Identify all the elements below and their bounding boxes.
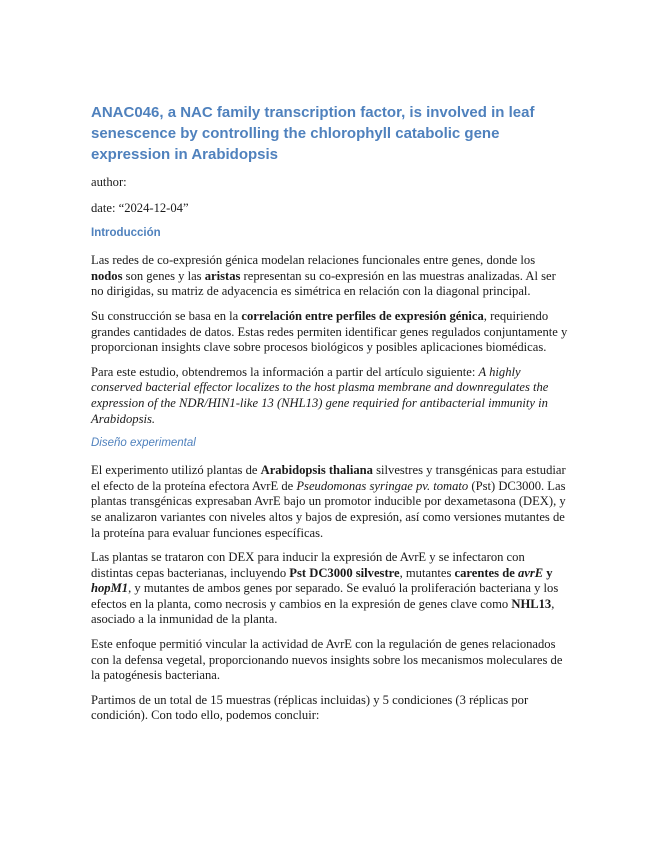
section-heading-introduccion: Introducción xyxy=(91,227,161,240)
text-run: Las plantas se trataron con DEX para inducir la expresión de AvrE y se infectaron con distintas cepas bacterianas, incluyendo xyxy=(91,550,525,580)
italic-text: Pseudomonas syringae pv. tomato xyxy=(296,478,469,493)
date-line: date: “2024-12-04” xyxy=(91,200,189,215)
bold-text: y xyxy=(543,565,553,580)
bold-text: NHL13 xyxy=(511,596,552,611)
bold-text: nodos xyxy=(91,268,123,283)
bold-text: Arabidopsis thaliana xyxy=(260,463,373,478)
bold-text: correlación entre perfiles de expresión génica xyxy=(241,308,484,323)
text-run: representan su co-expresión en las muestras analizadas. Al ser no dirigidas, su matriz de adyacencia es simétrica en relación con la diagonal principal. xyxy=(91,268,556,299)
bold-italic-text xyxy=(518,566,543,580)
design-paragraph-4: Partimos de un total de 15 muestras (réplicas incluidas) y 5 condiciones (3 réplicas por condición). Con todo ello, podemos concluir: xyxy=(91,692,529,723)
text-run: , y mutantes de ambos genes por separado. Se evaluó la proliferación bacteriana y los efectos en la planta, como necrosis y cambios en la expresión de genes clave como xyxy=(91,581,559,611)
section-heading-diseno-experimental: Diseño experimental xyxy=(91,437,196,450)
bold-text: aristas xyxy=(204,268,241,283)
text-run: , asociado a la inmunidad de la planta. xyxy=(91,596,555,627)
bold-text: carentes de xyxy=(454,565,518,580)
design-paragraph-1 xyxy=(91,463,569,541)
text-run: , mutantes xyxy=(399,565,455,580)
design-paragraph-3: Este enfoque permitió vincular la actividad de AvrE con la regulación de genes relacionados con la defensa vegetal, proporcionando nuevos insights sobre los mecanismos moleculares de la patogénesis bacteriana. xyxy=(91,637,563,683)
author-line: author: xyxy=(91,175,127,189)
text-run: , requiriendo grandes cantidades de datos. Estas redes permiten identificar genes regulados conjuntamente y proporcionan insights clave sobre procesos biológicos y posibles aplicaciones biomédicas. xyxy=(91,308,568,355)
article-citation: A highly conserved bacterial effector localizes to the host plasma membrane and downregulates the expression of the NDR/HIN1-like 13 (NHL13) gene requiried for antibacterial immunity in Arabidopsis. xyxy=(91,364,549,426)
text-run: Las redes de co-expresión génica modelan relaciones funcionales entre genes, donde los xyxy=(91,253,536,268)
bold-text: Pst DC3000 silvestre xyxy=(289,565,400,580)
text-run: son genes y las xyxy=(122,268,205,283)
intro-paragraph-3 xyxy=(91,365,569,427)
intro-paragraph-2 xyxy=(91,309,569,356)
text-run: Para este estudio, obtendremos la información a partir del artículo siguiente: xyxy=(91,364,479,379)
bold-italic-text xyxy=(91,581,128,595)
text-run: Su construcción se basa en la xyxy=(91,308,242,323)
intro-paragraph-1 xyxy=(91,253,569,300)
text-run: (Pst) DC3000. Las plantas transgénicas expresaban AvrE bajo un promotor inducible por dexametasona (DEX), y se analizaron variantes con niveles altos y bajos de expresión, así como versiones mutantes de la proteína para evaluar funciones específicas. xyxy=(91,478,566,540)
text-run: silvestres y transgénicas para estudiar el efecto de la proteína efectora AvrE de xyxy=(91,463,566,493)
document-title: ANAC046, a NAC family transcription factor, is involved in leaf senescence by controlling the chlorophyll catabolic gene expression in Arabidopsis xyxy=(91,104,535,163)
text-run: El experimento utilizó plantas de xyxy=(91,463,261,478)
design-paragraph-2 xyxy=(91,550,569,628)
bold-italic-text: avrE xyxy=(517,565,544,580)
bold-italic-text: hopM1 xyxy=(91,581,129,596)
document-page xyxy=(91,102,569,733)
